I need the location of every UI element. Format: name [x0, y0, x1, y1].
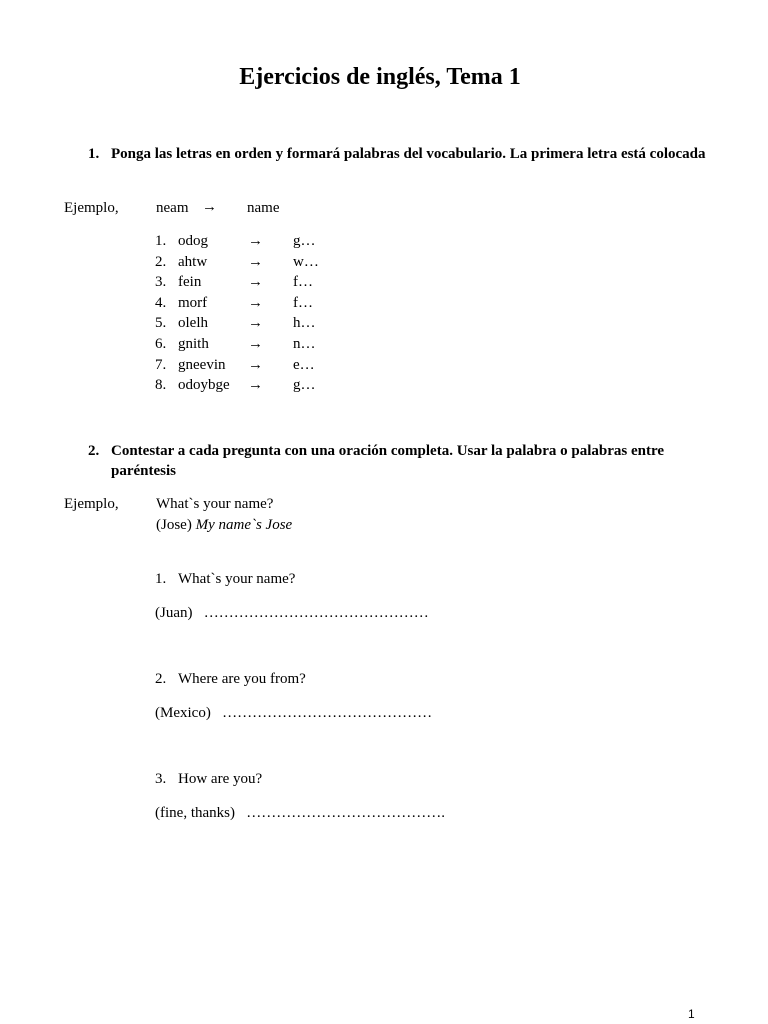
right-arrow-icon: →	[248, 315, 263, 331]
page-title: Ejercicios de inglés, Tema 1	[239, 64, 521, 90]
example-question: What`s your name?	[156, 496, 274, 512]
first-letter-hint: g…	[293, 233, 316, 249]
scrambled-word: olelh	[178, 315, 208, 331]
answer-blank[interactable]: ……………………………………	[222, 705, 433, 721]
section-2-number: 2.	[88, 443, 100, 459]
scrambled-word: ahtw	[178, 254, 208, 270]
answer-blank[interactable]: ………………………………………	[203, 605, 429, 621]
item-number: 1.	[155, 233, 167, 249]
question-number: 2.	[155, 671, 167, 687]
scrambled-word: morf	[178, 295, 208, 311]
page-number: 1	[688, 1007, 695, 1021]
example-answer: name	[247, 200, 280, 216]
question-text: Where are you from?	[178, 671, 306, 687]
section-1-instruction: Ponga las letras en orden y formará palabras del vocabulario. La primera letra está colocada	[111, 146, 706, 162]
item-number: 2.	[155, 254, 167, 270]
scrambled-word: odog	[178, 233, 208, 249]
right-arrow-icon: →	[248, 377, 263, 393]
answer-line	[155, 803, 445, 823]
question-text: How are you?	[178, 771, 263, 787]
first-letter-hint: w…	[293, 254, 319, 270]
item-number: 8.	[155, 377, 167, 393]
right-arrow-icon: →	[248, 336, 263, 352]
example-hint: (Jose)	[156, 517, 192, 533]
question-number: 1.	[155, 571, 167, 587]
answer-line	[155, 703, 432, 723]
right-arrow-icon: →	[248, 295, 263, 311]
answer-blank[interactable]: ………………………………….	[246, 805, 445, 821]
example-label: Ejemplo,	[64, 200, 119, 216]
answer-hint: (Juan)	[155, 605, 193, 621]
right-arrow-icon: →	[248, 274, 263, 290]
right-arrow-icon: →	[202, 199, 217, 215]
example-label: Ejemplo,	[64, 496, 119, 512]
answer-hint: (fine, thanks)	[155, 805, 235, 821]
right-arrow-icon: →	[248, 254, 263, 270]
scrambled-word: odoybge	[178, 377, 230, 393]
example-answer-line	[156, 515, 292, 535]
example-answer: My name`s Jose	[195, 517, 293, 533]
scrambled-word: fein	[178, 274, 202, 290]
first-letter-hint: h…	[293, 315, 316, 331]
first-letter-hint: g…	[293, 377, 316, 393]
scrambled-word: gneevin	[178, 357, 226, 373]
question-text: What`s your name?	[178, 571, 296, 587]
answer-hint: (Mexico)	[155, 705, 211, 721]
scrambled-word: gnith	[178, 336, 209, 352]
example-scrambled: neam	[156, 200, 189, 216]
section-1-number: 1.	[88, 146, 100, 162]
item-number: 5.	[155, 315, 167, 331]
item-number: 3.	[155, 274, 167, 290]
first-letter-hint: e…	[293, 357, 315, 373]
answer-line	[155, 603, 429, 623]
first-letter-hint: n…	[293, 336, 316, 352]
first-letter-hint: f…	[293, 274, 313, 290]
item-number: 6.	[155, 336, 167, 352]
item-number: 4.	[155, 295, 167, 311]
right-arrow-icon: →	[248, 233, 263, 249]
first-letter-hint: f…	[293, 295, 313, 311]
section-2-instruction: Contestar a cada pregunta con una oración completa. Usar la palabra o palabras entre paréntesis	[111, 443, 665, 479]
right-arrow-icon: →	[248, 357, 263, 373]
question-number: 3.	[155, 771, 167, 787]
item-number: 7.	[155, 357, 167, 373]
